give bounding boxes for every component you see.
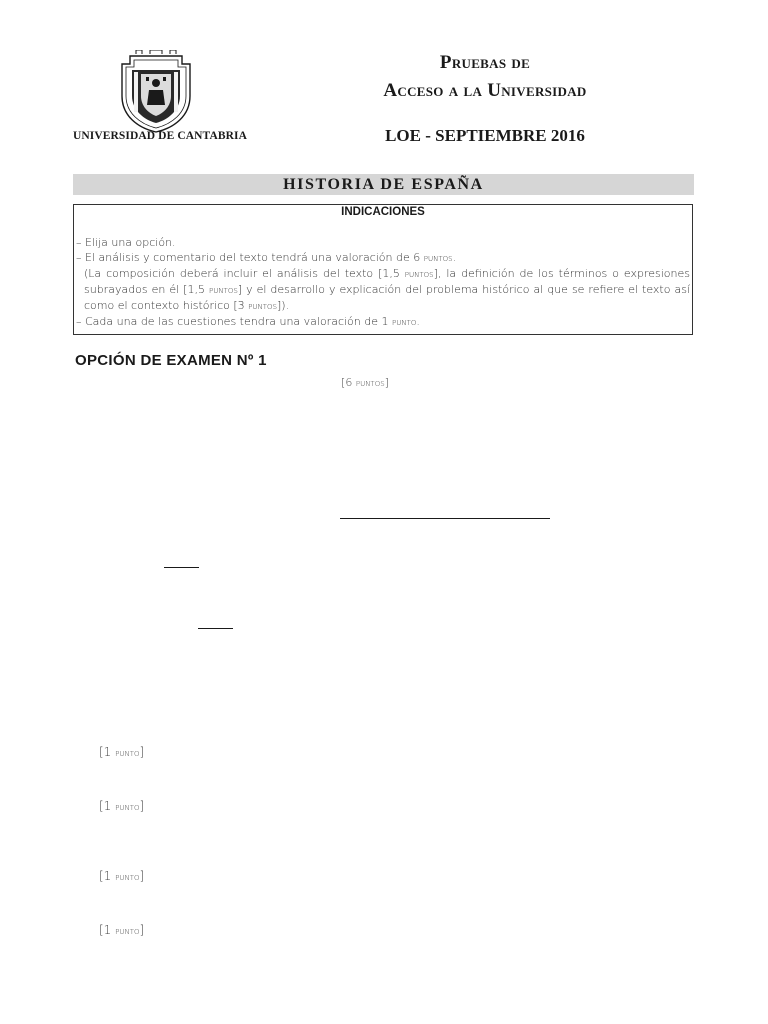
university-name: UNIVERSIDAD DE CANTABRIA xyxy=(72,130,248,142)
indication-line-3: (La composición deberá incluir el análisis del texto [1,5 puntos], la definición de los términos o expresiones xyxy=(84,267,690,280)
option-heading: OPCIÓN DE EXAMEN Nº 1 xyxy=(75,352,267,369)
underline-3 xyxy=(198,628,233,629)
exam-title-line-1: Pruebas de xyxy=(439,52,531,73)
indication-line-5: como el contexto histórico [3 puntos]). xyxy=(84,299,290,312)
indication-line-2: – El análisis y comentario del texto tendrá una valoración de 6 puntos. xyxy=(76,251,457,264)
indication-line-6: – Cada una de las cuestiones tendra una valoración de 1 punto. xyxy=(76,315,420,328)
exam-title-line-2: Acceso a la Universidad xyxy=(383,80,587,101)
indication-line-4: subrayados en él [1,5 puntos] y el desarrollo y explicación del problema histórico al que se refiere el texto así xyxy=(84,283,690,296)
indications-title: INDICACIONES xyxy=(341,206,425,218)
underline-2 xyxy=(164,567,199,568)
text-points: [6 puntos] xyxy=(341,376,389,389)
question-4-points: [1 punto] xyxy=(99,923,145,937)
question-3-points: [1 punto] xyxy=(99,869,145,883)
exam-session: LOE - SEPTIEMBRE 2016 xyxy=(385,126,585,145)
question-2-points: [1 punto] xyxy=(99,799,145,813)
indication-line-1: – Elija una opción. xyxy=(76,236,176,249)
subject-title: HISTORIA DE ESPAÑA xyxy=(283,176,484,193)
university-crest-icon xyxy=(116,50,196,134)
question-1-points: [1 punto] xyxy=(99,745,145,759)
underline-1 xyxy=(340,518,550,519)
